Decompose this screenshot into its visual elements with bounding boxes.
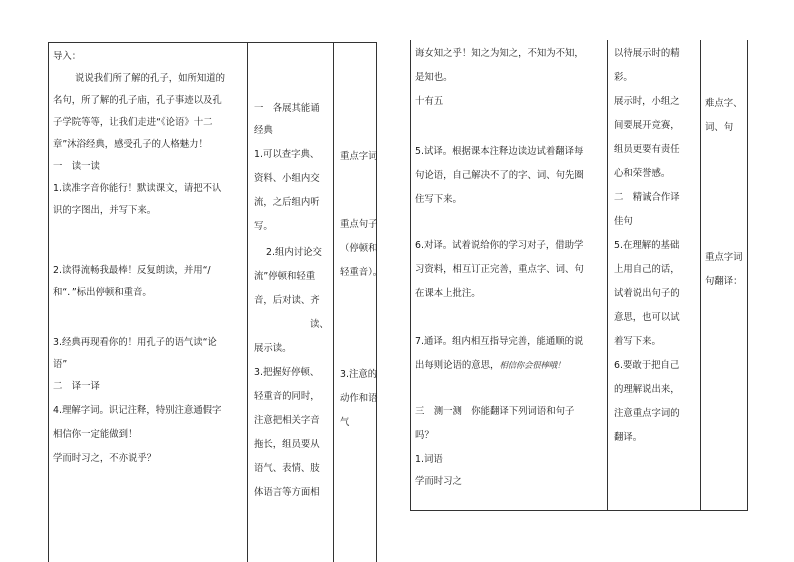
paragraph-line: 子学院等等，让我们走进“《论语》十二: [53, 117, 213, 128]
paragraph-line: 诲女知之乎！知之为知之，不知为不知，: [415, 48, 584, 59]
right-table: [410, 40, 748, 511]
key-point-line: 句翻译：: [705, 276, 743, 287]
intro-heading: 导入：: [53, 51, 82, 62]
paragraph-line: 6.对译。试着说给你的学习对子，借助学: [415, 240, 584, 251]
paragraph-line: 学而时习之: [415, 476, 462, 487]
activity-line: 6.要敢于把自己: [614, 360, 680, 371]
activity-line: 流”停顿和轻重: [254, 271, 316, 282]
activity-heading: 一 各展其能诵: [254, 103, 320, 114]
teaching-content-column: [411, 40, 607, 510]
paragraph-line: 2.读得流畅我最棒！反复朗读，并用“/: [53, 265, 211, 276]
key-point-line: 动作和语: [340, 393, 378, 404]
activity-line: 语气、表情、肢: [254, 463, 320, 474]
activity-line: 写。: [254, 221, 273, 232]
activity-line: 音，后对读、齐: [254, 295, 320, 306]
activity-line: 拖长，组员要从: [254, 439, 320, 450]
activity-line: 体语言等方面相: [254, 487, 320, 498]
activity-heading: 二 精诚合作译: [614, 192, 680, 203]
activity-line: 1.可以查字典、: [254, 149, 320, 160]
key-point-line: （停顿和: [340, 243, 378, 254]
key-point-line: 重点字词: [705, 252, 743, 263]
paragraph-line: 4.理解字词。识记注释，特别注意通假字: [53, 405, 222, 416]
paragraph-line: 1.读准字音你能行！默读课文，请把不认: [53, 183, 222, 194]
activity-heading: 佳句: [614, 216, 633, 227]
key-point-line: 难点字、: [705, 98, 743, 109]
paragraph-line: 3.经典再现看你的！用孔子的语气读“论: [53, 337, 217, 348]
handwritten-note: 相信你会很棒哦！: [499, 361, 565, 371]
paragraph-line: 十有五: [415, 96, 444, 107]
activity-line: 组员更要有责任: [614, 144, 680, 155]
activity-line: 2.组内讨论交: [266, 247, 322, 258]
activity-line: 读、: [310, 319, 329, 330]
activity-line: 5.在理解的基础: [614, 240, 680, 251]
paragraph-line: 在课本上批注。: [415, 288, 481, 299]
paragraph-line: 句论语，自己解决不了的字、词、句先圈: [415, 170, 584, 181]
paragraph-line: 学而时习之，不亦说乎？: [53, 453, 157, 464]
activity-line: 间要展开竞赛，: [614, 120, 680, 131]
paragraph-line: 5.试译。根据课本注释边读边试着翻译每: [415, 146, 584, 157]
key-point-line: 3.注意的: [340, 369, 378, 380]
key-points-column: [701, 40, 747, 510]
paragraph-line: 7.通译。组内相互指导完善，能通顺的说: [415, 336, 584, 347]
activity-line: 翻译。: [614, 432, 643, 443]
left-table: [48, 42, 383, 562]
section-heading: 三 测一测 你能翻译下列词语和句子: [415, 406, 575, 417]
paragraph-line: 是知也。: [415, 72, 453, 83]
paragraph-line: 语”: [53, 359, 68, 370]
paragraph-line: 习资料，相互订正完善，重点字、词、句: [415, 264, 584, 275]
activity-line: 的理解说出来，: [614, 384, 680, 395]
paragraph-line: 和“．”标出停顿和重音。: [53, 287, 152, 298]
activity-line: 展示时，小组之: [614, 96, 680, 107]
key-point-line: 轻重音）。: [340, 267, 383, 278]
left-page: [0, 0, 397, 561]
paragraph-line: 出每则论语的意思，相信你会很棒哦！: [415, 360, 565, 371]
key-points-column: [334, 43, 383, 562]
paragraph-line: 说说我们所了解的孔子，如所知道的: [75, 73, 226, 84]
section-heading: 一 读一读: [53, 161, 100, 172]
paragraph-line: 识的字图出，并写下来。: [53, 205, 157, 216]
activity-line: 以待展示时的精: [614, 48, 680, 59]
activity-line: 3.把握好停顿、: [254, 367, 320, 378]
paragraph-line: 吗？: [415, 430, 434, 441]
activity-heading: 经典: [254, 125, 273, 136]
right-page: [397, 0, 794, 561]
key-point-line: 词、句: [705, 122, 734, 133]
activity-line: 注意重点字词的: [614, 408, 680, 419]
activity-line: 注意把相关字音: [254, 415, 320, 426]
paragraph-line: 相信你一定能做到！: [53, 429, 138, 440]
paragraph-line: 名句，所了解的孔子庙，孔子事迹以及孔: [53, 95, 222, 106]
key-point-line: 重点句子: [340, 219, 378, 230]
student-activity-column: [248, 43, 333, 562]
paragraph-line: 1.词语: [415, 454, 443, 465]
activity-line: 展示读。: [254, 343, 292, 354]
activity-line: 试着说出句子的: [614, 288, 680, 299]
activity-line: 意思，也可以试: [614, 312, 680, 323]
key-point-line: 气: [340, 417, 350, 428]
section-heading: 二 译一译: [53, 381, 100, 392]
paragraph-line: 住写下来。: [415, 194, 462, 205]
activity-line: 流，之后组内听: [254, 197, 320, 208]
activity-line: 上用自己的话，: [614, 264, 680, 275]
key-point-line: 重点字词: [340, 151, 378, 162]
activity-line: 心和荣誉感。: [614, 168, 671, 179]
activity-line: 着写下来。: [614, 336, 661, 347]
student-activity-column: [608, 40, 700, 510]
paragraph-line: 章”沐浴经典，感受孔子的人格魅力！: [53, 139, 208, 150]
activity-line: 轻重音的同时，: [254, 391, 320, 402]
teaching-content-column: [49, 43, 247, 562]
activity-line: 资料、小组内交: [254, 173, 320, 184]
activity-line: 彩。: [614, 72, 633, 83]
